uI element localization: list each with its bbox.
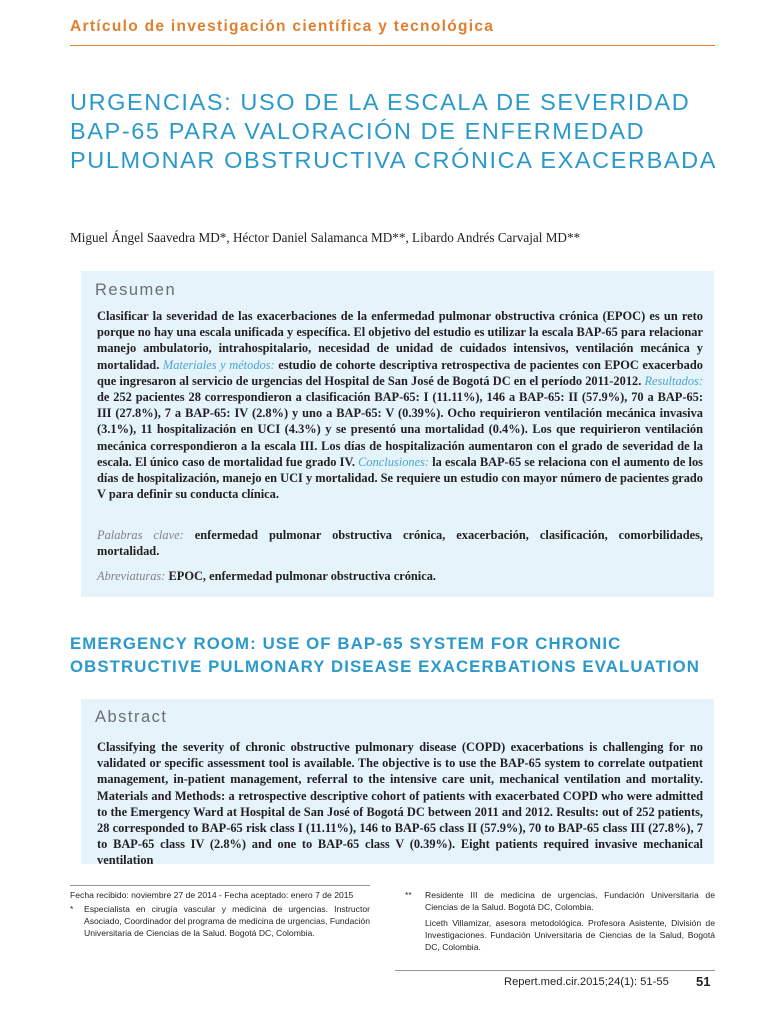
article-title-spanish: URGENCIAS: USO DE LA ESCALA DE SEVERIDAD BAP-65 PARA VALORACIÓN DE ENFERMEDAD PULMONAR OBSTRUCTIVA CRÓNICA EXACERBADA [70,89,717,173]
footnote-2-text: Residente III de medicina de urgencias, Fundación Universitaria de Ciencias de la Salud. Bogotá DC, Colombia. [425,890,715,912]
keywords-text: enfermedad pulmonar obstructiva crónica, exacerbación, clasificación, comorbilidades, mortalidad. [97,528,703,559]
abbreviations-text: EPOC, enfermedad pulmonar obstructiva crónica. [168,569,437,583]
footnote-1-mark: * [70,904,74,914]
abstract-text: Classifying the severity of chronic obstructive pulmonary disease (COPD) exacerbations is challenging for no validated or specific assessment tool is available. The objective is to use the BAP-65 system to correlate outpatient management, in-patient management, referral to the intensive care unit, mechanical ventilation and mortality. Materials and Methods: a retrospective descriptive cohort of patients with exacerbated COPD who were admitted to the Emergency Ward at Hospital de San José of Bogotá DC between 2011 and 2012. Results: out of 252 patients, 28 corresponded to BAP-65 risk class I (11.11%), 146 to BAP-65 class II (57.9%), 70 to BAP-65 class III (27.8%), 7 to BAP-65 class IV (2.8%) and one to BAP-65 class V (0.39%). Eight patients required invasive mechanical ventilation [97,740,703,868]
section-header [70,18,715,46]
journal-citation: Repert.med.cir.2015;24(1): 51-55 [504,976,669,988]
results-text: de 252 pacientes 28 correspondieron a clasificación BAP-65: I (11.11%), 146 a BAP-65: II (57.9%), 70 a BAP-65: III (27.8%), 7 a BAP-65: IV (2.8%) y uno a BAP-65: V (0.39%). Ocho requirieron ventilación mecánica invasiva (3.1%), 11 hospitalización en UCI (4.3%) y se presentó una mortalidad (0.4%). Los que requirieron ventilación mecánica correspondieron a la escala III. Los días de hospitalización aumentaron con el grado de severidad de la escala. El único caso de mortalidad fue grado IV. [97,390,703,469]
footnote-3-text: Liceth Villamizar, asesora metodológica. Profesora Asistente, División de Investigaciones. Fundación Universitaria de Ciencias de la Salud, Bogotá DC, Colombia. [425,918,715,952]
methods-text: estudio de cohorte descriptiva retrospectiva de pacientes con EPOC exacerbado que ingresaron al servicio de urgencias del Hospital de San José de Bogotá DC en el período 2011-2012. [97,357,703,388]
footnotes-left [70,885,370,939]
abbreviations-label: Abreviaturas: [97,569,166,583]
conclusions-text: la escala BAP-65 se relaciona con el aumento de los días de hospitalización, manejo en UCI y mortalidad. Se requiere un estudio con mayor número de pacientes grado V para definir su conducta clínica. [97,454,703,502]
conclusions-label: Conclusiones: [358,454,430,469]
keywords [97,527,703,559]
footnote-1-text: Especialista en cirugía vascular y medicina de urgencias. Instructor Asociado, Coordinador del programa de medicina de urgencias, Fundación Universitaria de Ciencias de la Salud. Bogotá DC, Colombia. [84,904,370,938]
page-number: 51 [696,974,711,989]
resumen-heading: Resumen [95,281,177,299]
section-label: Artículo de investigación científica y tecnológica [70,18,495,35]
resumen-text [97,308,703,502]
abstract-heading: Abstract [95,708,168,726]
footnote-2 [405,889,715,913]
abbreviations [97,568,703,584]
footnote-2-mark: ** [405,890,412,900]
abstract-box [81,699,714,868]
authors-line: Miguel Ángel Saavedra MD*, Héctor Daniel Salamanca MD**, Libardo Andrés Carvajal MD** [70,230,581,245]
footer-rule [395,970,715,971]
methods-label: Materiales y métodos: [162,357,275,372]
footnote-1 [70,903,370,939]
resumen-intro: Clasificar la severidad de las exacerbaciones de la enfermedad pulmonar obstructiva crónica (EPOC) es un reto porque no hay una escala unificada y específica. El objetivo del estudio es utilizar la escala BAP-65 para relacionar manejo ambulatorio, intrahospitalario, necesidad de unidad de cuidados intensivos, ventilación mecánica y mortalidad. [97,309,703,372]
footnotes-right [405,887,715,953]
results-label: Resultados: [644,373,703,388]
keywords-label: Palabras clave: [97,528,184,542]
dates-line: Fecha recibido: noviembre 27 de 2014 - Fecha aceptado: enero 7 de 2015 [70,890,354,900]
article-title-english: EMERGENCY ROOM: USE OF BAP-65 SYSTEM FOR CHRONIC OBSTRUCTIVE PULMONARY DISEASE EXACERBATIONS EVALUATION [70,634,701,676]
resumen-box [81,271,714,597]
